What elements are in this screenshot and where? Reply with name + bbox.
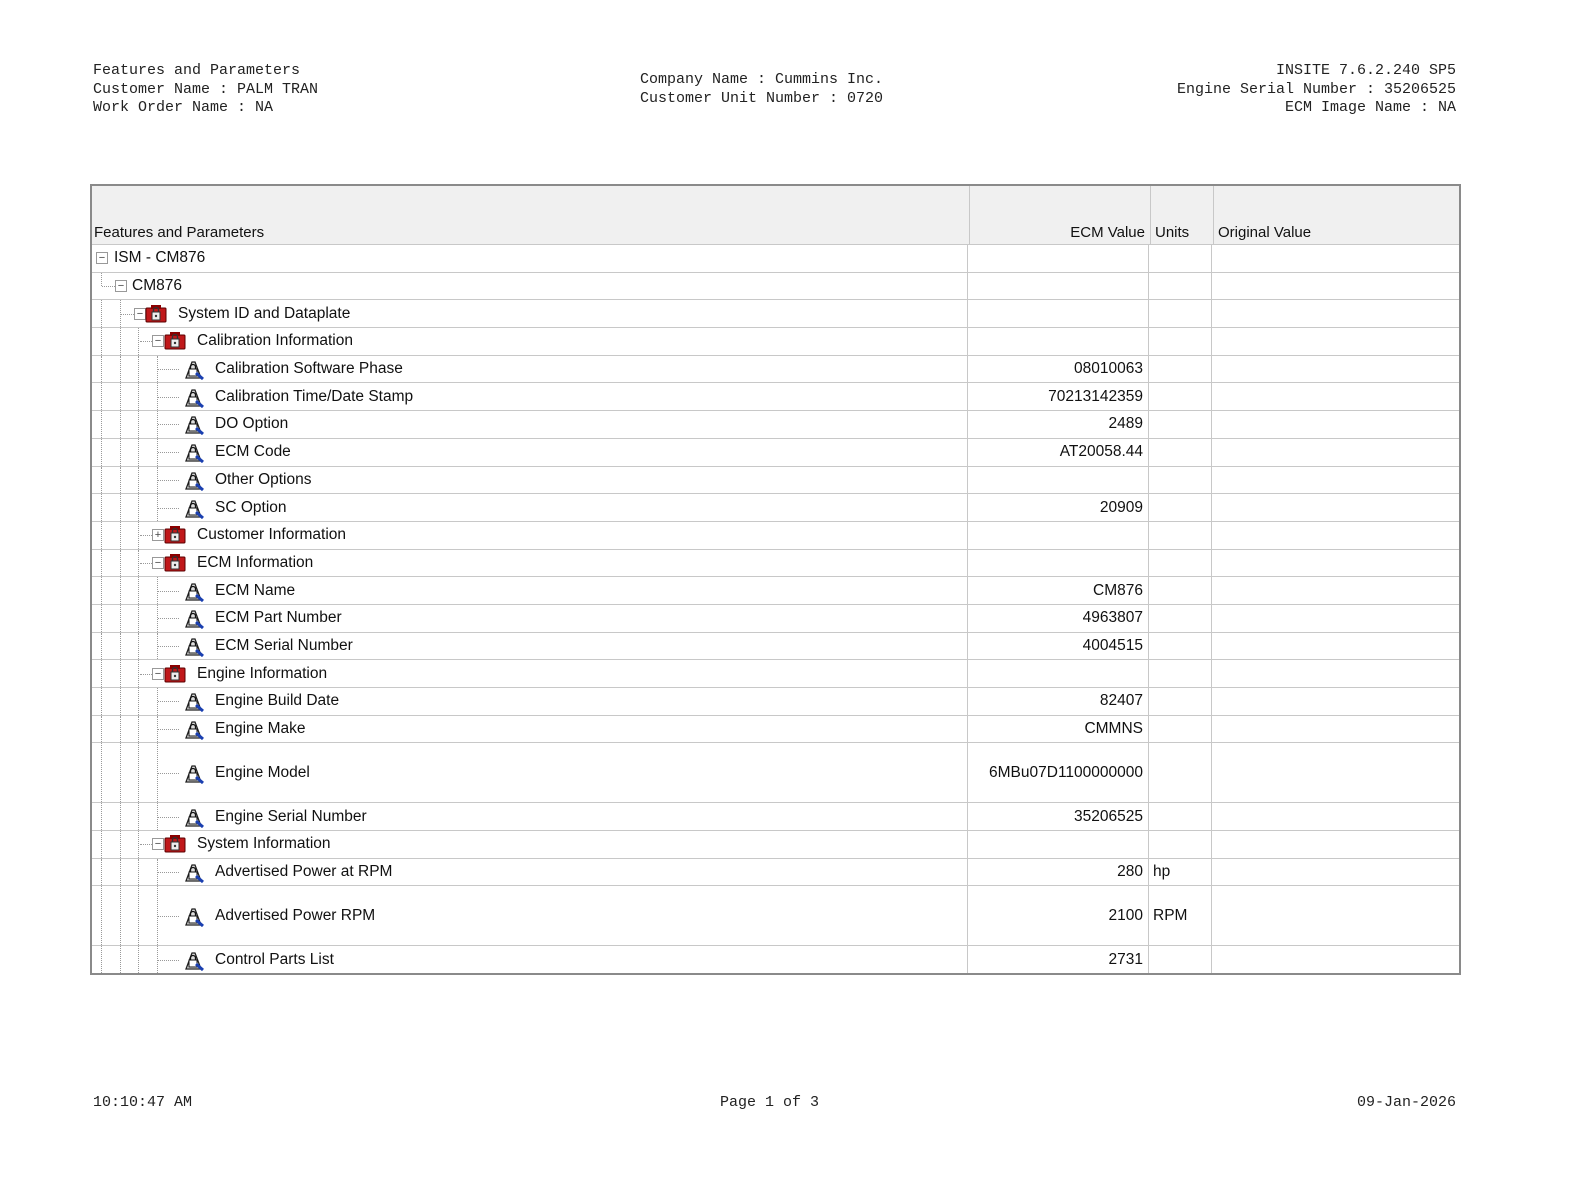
table-row[interactable] xyxy=(92,522,1459,550)
table-row[interactable] xyxy=(92,716,1459,744)
original-value-cell xyxy=(1212,383,1459,410)
feature-label: Calibration Time/Date Stamp xyxy=(215,387,414,405)
feature-label: Advertised Power at RPM xyxy=(215,863,393,881)
locked-parameter-icon xyxy=(183,358,205,380)
insite-version: INSITE 7.6.2.240 SP5 xyxy=(1275,62,1456,79)
ecm-value-cell: CM876 xyxy=(968,577,1149,604)
locked-folder-icon xyxy=(145,303,167,323)
original-value-cell xyxy=(1212,577,1459,604)
ecm-value-cell xyxy=(968,328,1149,355)
feature-label: Engine Model xyxy=(215,763,310,781)
feature-label: ECM Information xyxy=(197,553,314,571)
table-row[interactable] xyxy=(92,245,1459,273)
feature-label: Calibration Software Phase xyxy=(215,360,403,378)
feature-label: System Information xyxy=(197,835,331,853)
unit-cell xyxy=(1149,467,1212,494)
feature-label: Advertised Power RPM xyxy=(215,906,376,924)
feature-label: Customer Information xyxy=(197,526,347,544)
ecm-value-cell xyxy=(968,273,1149,300)
unit-cell xyxy=(1149,245,1212,272)
feature-label: Engine Serial Number xyxy=(215,807,367,825)
header-center xyxy=(640,71,883,108)
ecm-value-cell: 4004515 xyxy=(968,633,1149,660)
table-row[interactable] xyxy=(92,328,1459,356)
original-value-cell xyxy=(1212,356,1459,383)
unit-cell xyxy=(1149,660,1212,687)
original-value-cell xyxy=(1212,660,1459,687)
feature-cell xyxy=(92,803,968,830)
feature-label: ECM Serial Number xyxy=(215,636,353,654)
report-title: Features and Parameters xyxy=(93,62,301,79)
company-name: Company Name : Cummins Inc. xyxy=(640,71,884,88)
original-value-cell xyxy=(1212,743,1459,802)
feature-cell xyxy=(92,946,968,973)
table-row[interactable] xyxy=(92,439,1459,467)
feature-cell xyxy=(92,550,968,577)
feature-cell xyxy=(92,411,968,438)
feature-cell xyxy=(92,439,968,466)
feature-cell xyxy=(92,494,968,521)
locked-parameter-icon xyxy=(183,635,205,657)
ecm-value-cell: 2100 xyxy=(968,886,1149,945)
unit-cell: hp xyxy=(1149,859,1212,886)
table-row[interactable] xyxy=(92,803,1459,831)
unit-cell xyxy=(1149,273,1212,300)
feature-label: SC Option xyxy=(215,498,287,516)
collapse-icon[interactable]: − xyxy=(96,252,108,264)
feature-cell xyxy=(92,383,968,410)
original-value-cell xyxy=(1212,411,1459,438)
feature-label: DO Option xyxy=(215,415,289,433)
table-row[interactable] xyxy=(92,688,1459,716)
feature-cell xyxy=(92,300,968,327)
feature-cell xyxy=(92,831,968,858)
feature-cell xyxy=(92,859,968,886)
feature-label: Other Options xyxy=(215,470,312,488)
ecm-value-cell xyxy=(968,522,1149,549)
feature-cell xyxy=(92,743,968,802)
feature-cell xyxy=(92,328,968,355)
feature-cell xyxy=(92,245,968,272)
table-header xyxy=(92,186,1459,245)
table-row[interactable] xyxy=(92,605,1459,633)
locked-parameter-icon xyxy=(183,386,205,408)
locked-parameter-icon xyxy=(183,607,205,629)
feature-label: CM876 xyxy=(132,277,182,295)
unit-cell xyxy=(1149,300,1212,327)
original-value-cell xyxy=(1212,245,1459,272)
feature-cell xyxy=(92,688,968,715)
feature-label: Engine Build Date xyxy=(215,692,340,710)
feature-label: Calibration Information xyxy=(197,332,353,350)
ecm-value-cell: 280 xyxy=(968,859,1149,886)
table-row[interactable] xyxy=(92,743,1459,803)
table-row[interactable] xyxy=(92,577,1459,605)
original-value-cell xyxy=(1212,859,1459,886)
ecm-value-cell: 2731 xyxy=(968,946,1149,973)
feature-cell xyxy=(92,273,968,300)
table-row[interactable] xyxy=(92,300,1459,328)
table-row[interactable] xyxy=(92,550,1459,578)
unit-cell xyxy=(1149,494,1212,521)
unit-cell xyxy=(1149,946,1212,973)
ecm-value-cell xyxy=(968,660,1149,687)
locked-parameter-icon xyxy=(183,580,205,602)
col-ecm-value[interactable]: ECM Value xyxy=(970,186,1151,244)
table-row[interactable] xyxy=(92,660,1459,688)
expand-icon[interactable]: + xyxy=(152,529,164,541)
original-value-cell xyxy=(1212,439,1459,466)
locked-parameter-icon xyxy=(183,949,205,971)
original-value-cell xyxy=(1212,550,1459,577)
locked-parameter-icon xyxy=(183,441,205,463)
original-value-cell xyxy=(1212,633,1459,660)
feature-cell xyxy=(92,522,968,549)
ecm-value-cell xyxy=(968,831,1149,858)
feature-cell xyxy=(92,633,968,660)
unit-cell xyxy=(1149,688,1212,715)
original-value-cell xyxy=(1212,522,1459,549)
collapse-icon[interactable]: − xyxy=(152,838,164,850)
ecm-value-cell xyxy=(968,300,1149,327)
table-row[interactable] xyxy=(92,411,1459,439)
ecm-value-cell: CMMNS xyxy=(968,716,1149,743)
collapse-icon[interactable]: − xyxy=(152,668,164,680)
customer-unit-number: Customer Unit Number : 0720 xyxy=(640,89,884,107)
ecm-value-cell: 6MBu07D1100000000 xyxy=(968,743,1149,802)
footer-time: 10:10:47 AM xyxy=(93,1094,193,1111)
feature-cell xyxy=(92,605,968,632)
feature-cell xyxy=(92,356,968,383)
ecm-value-cell: 4963807 xyxy=(968,605,1149,632)
ecm-image-name: ECM Image Name : NA xyxy=(1284,99,1456,116)
ecm-value-cell: AT20058.44 xyxy=(968,439,1149,466)
col-original-value[interactable]: Original Value xyxy=(1218,224,1312,241)
unit-cell xyxy=(1149,743,1212,802)
table-row[interactable] xyxy=(92,886,1459,946)
ecm-value-cell xyxy=(968,467,1149,494)
table-row[interactable] xyxy=(92,273,1459,301)
original-value-cell xyxy=(1212,688,1459,715)
locked-folder-icon xyxy=(164,663,186,683)
locked-folder-icon xyxy=(164,552,186,572)
feature-label: Control Parts List xyxy=(215,950,334,968)
table-row[interactable] xyxy=(92,467,1459,495)
locked-parameter-icon xyxy=(183,690,205,712)
collapse-icon[interactable]: − xyxy=(152,335,164,347)
original-value-cell xyxy=(1212,328,1459,355)
locked-folder-icon xyxy=(164,833,186,853)
original-value-cell xyxy=(1212,946,1459,973)
locked-parameter-icon xyxy=(183,905,205,927)
unit-cell xyxy=(1149,328,1212,355)
footer-page: Page 1 of 3 xyxy=(720,1094,820,1111)
collapse-icon[interactable]: − xyxy=(134,308,146,320)
table-row[interactable] xyxy=(92,356,1459,384)
header-left xyxy=(93,62,318,118)
unit-cell xyxy=(1149,577,1212,604)
unit-cell: RPM xyxy=(1149,886,1212,945)
table-row[interactable] xyxy=(92,859,1459,887)
original-value-cell xyxy=(1212,831,1459,858)
header-right xyxy=(1177,62,1456,118)
ecm-value-cell: 20909 xyxy=(968,494,1149,521)
feature-cell xyxy=(92,886,968,945)
ecm-value-cell xyxy=(968,245,1149,272)
ecm-value-cell: 70213142359 xyxy=(968,383,1149,410)
engine-serial-number: Engine Serial Number : 35206525 xyxy=(1176,80,1456,98)
locked-parameter-icon xyxy=(183,413,205,435)
locked-parameter-icon xyxy=(183,497,205,519)
feature-label: ISM - CM876 xyxy=(114,249,206,267)
unit-cell xyxy=(1149,522,1212,549)
locked-parameter-icon xyxy=(183,718,205,740)
ecm-value-cell: 35206525 xyxy=(968,803,1149,830)
unit-cell xyxy=(1149,383,1212,410)
locked-parameter-icon xyxy=(183,806,205,828)
original-value-cell xyxy=(1212,605,1459,632)
original-value-cell xyxy=(1212,273,1459,300)
unit-cell xyxy=(1149,411,1212,438)
unit-cell xyxy=(1149,439,1212,466)
collapse-icon[interactable]: − xyxy=(152,557,164,569)
feature-cell xyxy=(92,467,968,494)
ecm-value-cell: 08010063 xyxy=(968,356,1149,383)
original-value-cell xyxy=(1212,300,1459,327)
table-row[interactable] xyxy=(92,831,1459,859)
locked-parameter-icon xyxy=(183,469,205,491)
feature-label: Engine Information xyxy=(197,664,328,682)
col-features[interactable]: Features and Parameters xyxy=(92,186,970,244)
original-value-cell xyxy=(1212,716,1459,743)
locked-parameter-icon xyxy=(183,762,205,784)
parameters-table xyxy=(90,184,1461,975)
original-value-cell xyxy=(1212,803,1459,830)
original-value-cell xyxy=(1212,886,1459,945)
feature-label: ECM Code xyxy=(215,443,291,461)
original-value-cell xyxy=(1212,467,1459,494)
feature-cell xyxy=(92,660,968,687)
table-row[interactable] xyxy=(92,633,1459,661)
feature-label: ECM Name xyxy=(215,581,296,599)
table-body xyxy=(92,245,1459,973)
feature-label: ECM Part Number xyxy=(215,609,342,627)
footer-date: 09-Jan-2026 xyxy=(1356,1094,1456,1111)
feature-label: System ID and Dataplate xyxy=(178,304,351,322)
customer-name: Customer Name : PALM TRAN xyxy=(93,80,319,98)
ecm-value-cell: 2489 xyxy=(968,411,1149,438)
feature-cell xyxy=(92,577,968,604)
collapse-icon[interactable]: − xyxy=(115,280,127,292)
col-units[interactable]: Units xyxy=(1151,186,1214,244)
unit-cell xyxy=(1149,716,1212,743)
unit-cell xyxy=(1149,605,1212,632)
feature-cell xyxy=(92,716,968,743)
original-value-cell xyxy=(1212,494,1459,521)
locked-parameter-icon xyxy=(183,861,205,883)
table-row[interactable] xyxy=(92,494,1459,522)
ecm-value-cell xyxy=(968,550,1149,577)
table-row[interactable] xyxy=(92,946,1459,973)
ecm-value-cell: 82407 xyxy=(968,688,1149,715)
unit-cell xyxy=(1149,550,1212,577)
locked-folder-icon xyxy=(164,524,186,544)
unit-cell xyxy=(1149,803,1212,830)
locked-folder-icon xyxy=(164,330,186,350)
unit-cell xyxy=(1149,831,1212,858)
unit-cell xyxy=(1149,633,1212,660)
unit-cell xyxy=(1149,356,1212,383)
table-row[interactable] xyxy=(92,383,1459,411)
work-order-name: Work Order Name : NA xyxy=(93,99,274,116)
feature-label: Engine Make xyxy=(215,720,306,738)
